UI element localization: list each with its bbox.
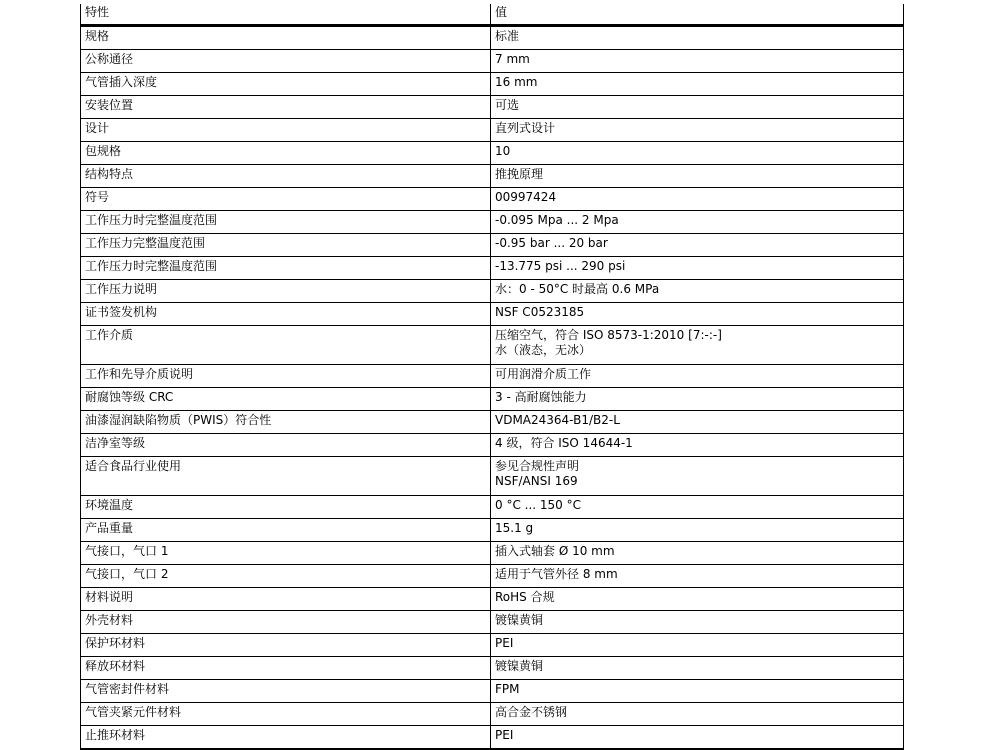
property-cell: 气管夹紧元件材料 (81, 703, 491, 726)
table-row (81, 657, 904, 680)
table-row (81, 119, 904, 142)
value-cell: FPM (491, 680, 904, 703)
value-cell: 高合金不锈钢 (491, 703, 904, 726)
value-cell: 可选 (491, 96, 904, 119)
table-header-row (81, 4, 904, 26)
value-cell: RoHS 合规 (491, 588, 904, 611)
table-row (81, 188, 904, 211)
table-row (81, 434, 904, 457)
property-cell: 止推环材料 (81, 726, 491, 750)
table-row (81, 211, 904, 234)
property-cell: 环境温度 (81, 496, 491, 519)
property-cell: 气管插入深度 (81, 73, 491, 96)
value-cell: 3 - 高耐腐蚀能力 (491, 388, 904, 411)
value-cell: 7 mm (491, 50, 904, 73)
table-row (81, 257, 904, 280)
value-cell: 4 级，符合 ISO 14644-1 (491, 434, 904, 457)
property-cell: 气接口，气口 2 (81, 565, 491, 588)
value-cell: -13.775 psi ... 290 psi (491, 257, 904, 280)
table-row (81, 588, 904, 611)
property-cell: 油漆湿润缺陷物质（PWIS）符合性 (81, 411, 491, 434)
property-cell: 工作压力时完整温度范围 (81, 211, 491, 234)
table-row (81, 680, 904, 703)
property-cell: 材料说明 (81, 588, 491, 611)
column-header-value: 值 (491, 4, 904, 26)
property-cell: 气管密封件材料 (81, 680, 491, 703)
property-cell: 证书签发机构 (81, 303, 491, 326)
property-cell: 公称通径 (81, 50, 491, 73)
table-body (81, 26, 904, 750)
property-cell: 工作压力完整温度范围 (81, 234, 491, 257)
value-cell: NSF C0523185 (491, 303, 904, 326)
table-row (81, 50, 904, 73)
property-cell: 释放环材料 (81, 657, 491, 680)
table-row (81, 542, 904, 565)
table-row (81, 26, 904, 50)
value-cell: 16 mm (491, 73, 904, 96)
value-cell: 15.1 g (491, 519, 904, 542)
column-header-property: 特性 (81, 4, 491, 26)
property-cell: 符号 (81, 188, 491, 211)
value-cell: 10 (491, 142, 904, 165)
table-row (81, 388, 904, 411)
property-cell: 工作压力说明 (81, 280, 491, 303)
property-cell: 安装位置 (81, 96, 491, 119)
property-cell: 设计 (81, 119, 491, 142)
table-row (81, 611, 904, 634)
property-cell: 结构特点 (81, 165, 491, 188)
property-cell: 工作压力时完整温度范围 (81, 257, 491, 280)
value-cell: -0.95 bar ... 20 bar (491, 234, 904, 257)
table-row (81, 703, 904, 726)
property-cell: 外壳材料 (81, 611, 491, 634)
table-row (81, 726, 904, 750)
table-row (81, 457, 904, 496)
value-cell: PEI (491, 634, 904, 657)
table-row (81, 519, 904, 542)
table-row (81, 142, 904, 165)
value-cell: 适用于气管外径 8 mm (491, 565, 904, 588)
table-row (81, 73, 904, 96)
property-cell: 包规格 (81, 142, 491, 165)
property-cell: 保护环材料 (81, 634, 491, 657)
table-row (81, 496, 904, 519)
value-cell: 推挽原理 (491, 165, 904, 188)
value-cell: 水：0 - 50°C 时最高 0.6 MPa (491, 280, 904, 303)
value-cell: 镀镍黄铜 (491, 611, 904, 634)
property-cell: 工作和先导介质说明 (81, 365, 491, 388)
value-cell: 可用润滑介质工作 (491, 365, 904, 388)
table-row (81, 165, 904, 188)
table-row (81, 303, 904, 326)
table-row (81, 411, 904, 434)
value-cell: 直列式设计 (491, 119, 904, 142)
property-cell: 洁净室等级 (81, 434, 491, 457)
property-cell: 气接口，气口 1 (81, 542, 491, 565)
table-row (81, 234, 904, 257)
value-cell: 0 °C ... 150 °C (491, 496, 904, 519)
value-cell: 镀镍黄铜 (491, 657, 904, 680)
value-cell: 插入式轴套 Ø 10 mm (491, 542, 904, 565)
property-cell: 规格 (81, 26, 491, 50)
table-row (81, 365, 904, 388)
value-cell: 00997424 (491, 188, 904, 211)
property-cell: 工作介质 (81, 326, 491, 365)
property-cell: 产品重量 (81, 519, 491, 542)
table-row (81, 565, 904, 588)
table-row (81, 326, 904, 365)
table-row (81, 96, 904, 119)
property-cell: 适合食品行业使用 (81, 457, 491, 496)
value-cell: 参见合规性声明 NSF/ANSI 169 (491, 457, 904, 496)
value-cell: PEI (491, 726, 904, 750)
spec-table (80, 4, 904, 750)
value-cell: VDMA24364-B1/B2-L (491, 411, 904, 434)
value-cell: 压缩空气，符合 ISO 8573-1:2010 [7:-:-] 水（液态，无冰） (491, 326, 904, 365)
property-cell: 耐腐蚀等级 CRC (81, 388, 491, 411)
value-cell: 标准 (491, 26, 904, 50)
table-row (81, 280, 904, 303)
value-cell: -0.095 Mpa ... 2 Mpa (491, 211, 904, 234)
table-row (81, 634, 904, 657)
